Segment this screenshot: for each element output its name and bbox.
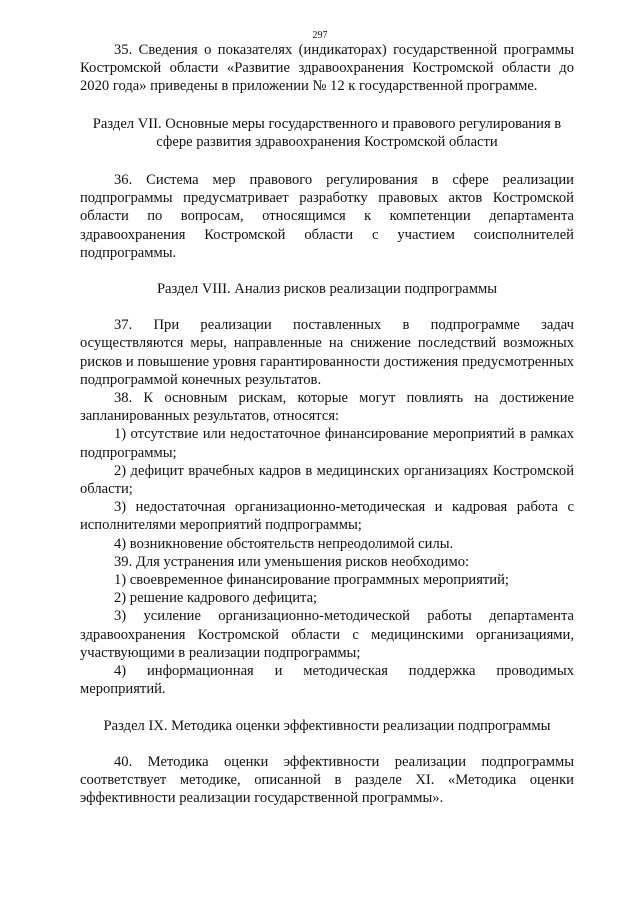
- list-item-38-3: 3) недостаточная организационно-методическая и кадровая работа с исполнителями мероприятий подпрограммы;: [80, 499, 574, 534]
- section-heading-ix: Раздел IX. Методика оценки эффективности реализации подпрограммы: [103, 717, 551, 734]
- paragraph-35: 35. Сведения о показателях (индикаторах) государственной программы Костромской области «Развитие здравоохранения Костромской области до 2020 года» приведены в приложении № 12 к государственной программе.: [80, 42, 574, 95]
- paragraph-38: 38. К основным рискам, которые могут повлиять на достижение запланированных результатов, относятся:: [80, 390, 574, 425]
- list-item-38-1: 1) отсутствие или недостаточное финансирование мероприятий в рамках подпрограммы;: [80, 426, 574, 461]
- page-number: 297: [312, 30, 328, 41]
- list-item-39-4: 4) информационная и методическая поддержка проводимых мероприятий.: [80, 663, 574, 698]
- list-item-38-4: 4) возникновение обстоятельств непреодолимой силы.: [114, 535, 454, 552]
- paragraph-36: 36. Система мер правового регулирования в сфере реализации подпрограммы предусматривает разработку правовых актов Костромской области по вопросам, относящимся к компетенции департамента здравоохранения Костромской области с участием соисполнителей подпрограммы.: [80, 172, 574, 261]
- section-heading-vii: Раздел VII. Основные меры государственного и правового регулирования в сфере развития здравоохранения Костромской области: [92, 115, 562, 150]
- paragraph-39: 39. Для устранения или уменьшения рисков необходимо:: [114, 553, 470, 570]
- list-item-39-3: 3) усиление организационно-методической работы департамента здравоохранения Костромской области с медицинскими организациями, участвующими в реализации подпрограммы;: [80, 608, 574, 661]
- section-heading-viii: Раздел VIII. Анализ рисков реализации подпрограммы: [156, 281, 498, 298]
- paragraph-40: 40. Методика оценки эффективности реализации подпрограммы соответствует методике, описанной в разделе XI. «Методика оценки эффективности реализации государственной программы».: [80, 753, 574, 807]
- page-body: [80, 41, 574, 807]
- list-item-39-2: 2) решение кадрового дефицита;: [114, 590, 318, 607]
- list-item-39-1: 1) своевременное финансирование программных мероприятий;: [114, 572, 509, 589]
- paragraph-37: 37. При реализации поставленных в подпрограмме задач осуществляются меры, направленные на снижение последствий возможных рисков и повышение уровня гарантированности достижения предусмотренных подпрограммой конечных результатов.: [80, 317, 574, 388]
- list-item-38-2: 2) дефицит врачебных кадров в медицинских организациях Костромской области;: [80, 462, 574, 498]
